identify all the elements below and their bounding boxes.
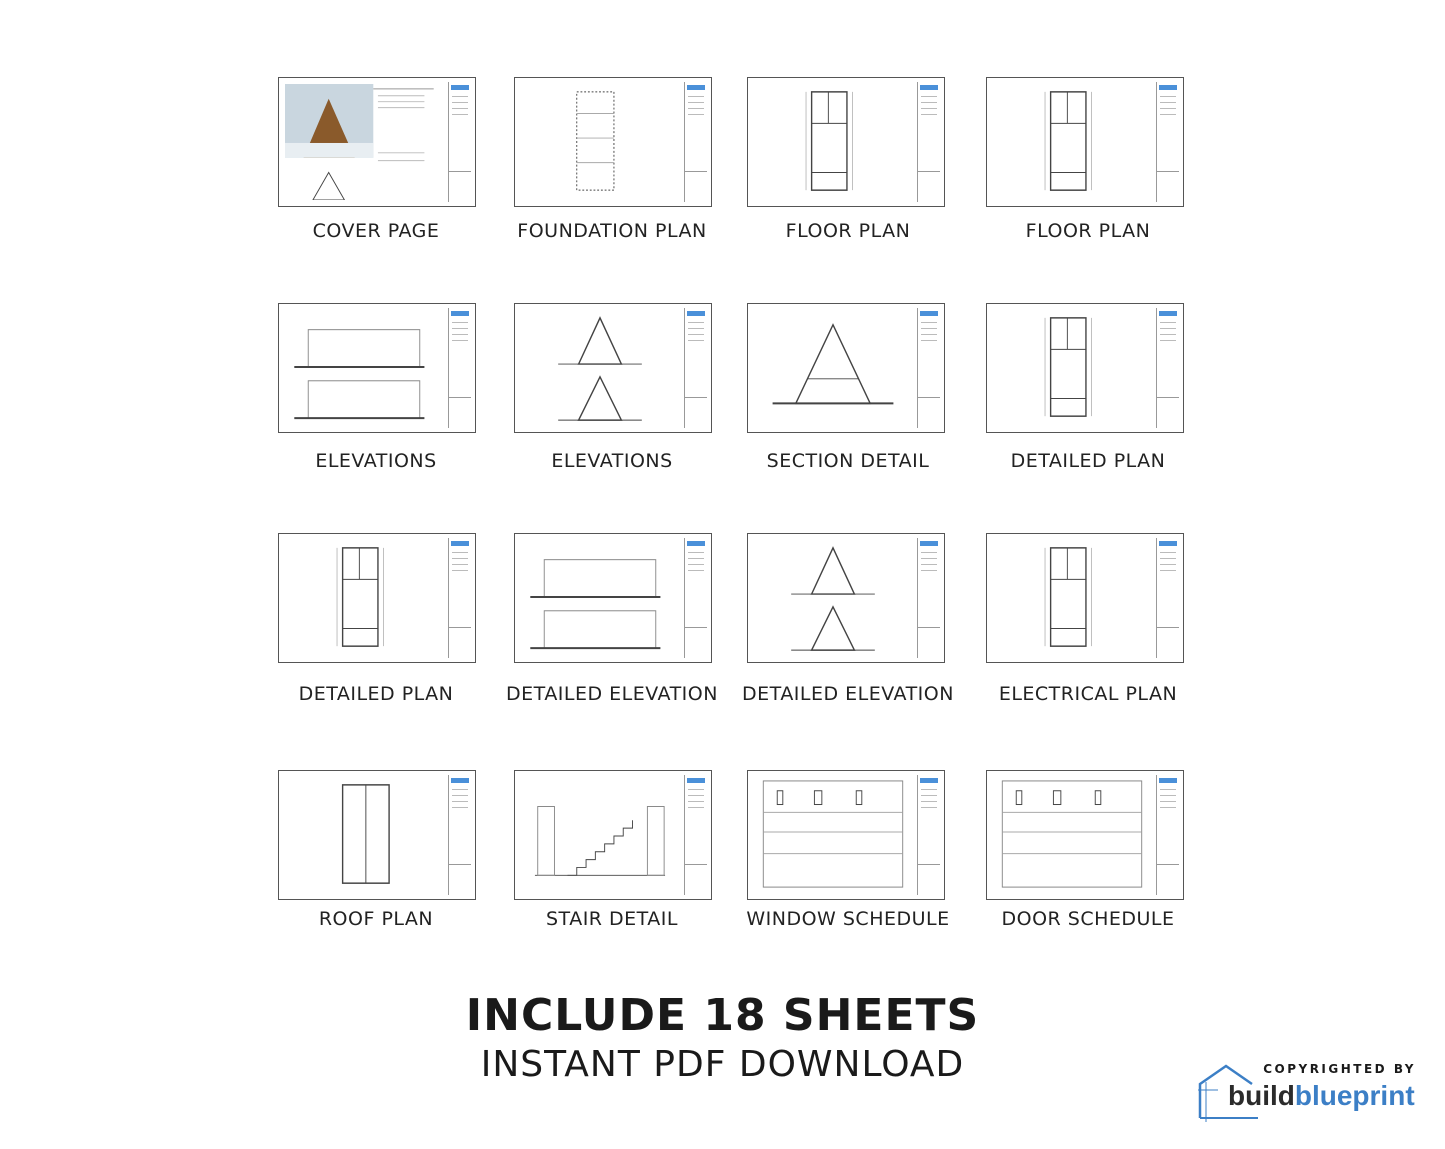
title-block-logo — [1159, 311, 1177, 316]
drawing-preview — [285, 84, 443, 200]
title-block-logo — [451, 778, 469, 783]
sheet-thumbnail — [514, 533, 712, 663]
drawing-preview — [754, 310, 912, 426]
sheet-thumbnail — [747, 770, 945, 900]
title-block — [684, 82, 707, 202]
sheet-label: FLOOR PLAN — [1025, 220, 1151, 242]
sheet-label: ROOF PLAN — [318, 908, 434, 930]
title-block-logo — [920, 311, 938, 316]
sheet-thumbnail — [278, 303, 476, 433]
sheet-label: DETAILED PLAN — [1010, 450, 1166, 472]
sheet-label: FLOOR PLAN — [785, 220, 911, 242]
sheet-thumbnail — [278, 770, 476, 900]
sheet-label: SECTION DETAIL — [766, 450, 930, 472]
title-block — [917, 308, 940, 428]
sheet-thumbnail — [514, 77, 712, 207]
title-block-logo — [687, 311, 705, 316]
sheet-label: COVER PAGE — [312, 220, 440, 242]
sheet-thumbnail — [514, 303, 712, 433]
sheet-thumbnail — [986, 77, 1184, 207]
sheet-thumbnail — [986, 533, 1184, 663]
drawing-preview — [993, 310, 1151, 426]
sheet-label: DOOR SCHEDULE — [1001, 908, 1175, 930]
title-block-logo — [920, 85, 938, 90]
drawing-preview — [521, 310, 679, 426]
sheet-label: ELECTRICAL PLAN — [998, 683, 1178, 705]
title-block-logo — [1159, 85, 1177, 90]
title-block — [1156, 82, 1179, 202]
drawing-preview — [754, 777, 912, 893]
sheet-label: WINDOW SCHEDULE — [746, 908, 950, 930]
brand-name-build: build — [1228, 1080, 1295, 1111]
title-block-logo — [687, 541, 705, 546]
drawing-preview — [285, 310, 443, 426]
headline: INCLUDE 18 SHEETS — [465, 990, 980, 1041]
sheet-label: DETAILED ELEVATION — [506, 683, 718, 705]
sheet-label: FOUNDATION PLAN — [517, 220, 707, 242]
sheet-thumbnail — [986, 770, 1184, 900]
copyright-text: COPYRIGHTED BY — [1263, 1062, 1416, 1076]
drawing-preview — [754, 540, 912, 656]
title-block — [448, 538, 471, 658]
sheet-label: ELEVATIONS — [315, 450, 437, 472]
title-block-logo — [687, 778, 705, 783]
sheet-label: DETAILED ELEVATION — [742, 683, 954, 705]
sheet-label: ELEVATIONS — [551, 450, 673, 472]
title-block-logo — [1159, 778, 1177, 783]
title-block-logo — [920, 541, 938, 546]
title-block — [917, 538, 940, 658]
title-block-logo — [451, 311, 469, 316]
sheet-label: STAIR DETAIL — [546, 908, 678, 930]
sheet-thumbnail — [986, 303, 1184, 433]
title-block — [684, 775, 707, 895]
title-block — [917, 82, 940, 202]
drawing-preview — [993, 84, 1151, 200]
sheet-thumbnail — [747, 303, 945, 433]
brand-name-blueprint: blueprint — [1294, 1080, 1415, 1111]
title-block-logo — [687, 85, 705, 90]
title-block — [917, 775, 940, 895]
title-block — [684, 308, 707, 428]
sheet-thumbnail — [747, 77, 945, 207]
drawing-preview — [993, 777, 1151, 893]
sheet-thumbnail — [278, 533, 476, 663]
title-block — [1156, 308, 1179, 428]
drawing-preview — [285, 777, 443, 893]
title-block-logo — [451, 85, 469, 90]
title-block — [448, 775, 471, 895]
drawing-preview — [521, 777, 679, 893]
drawing-preview — [993, 540, 1151, 656]
title-block-logo — [1159, 541, 1177, 546]
sheet-thumbnail — [747, 533, 945, 663]
drawing-preview — [521, 84, 679, 200]
title-block — [448, 308, 471, 428]
title-block-logo — [451, 541, 469, 546]
sheet-thumbnail — [278, 77, 476, 207]
brand-logo — [1198, 1062, 1428, 1122]
brand-name — [1228, 1080, 1415, 1112]
drawing-preview — [285, 540, 443, 656]
title-block — [1156, 538, 1179, 658]
drawing-preview — [754, 84, 912, 200]
drawing-preview — [521, 540, 679, 656]
title-block — [448, 82, 471, 202]
sheet-label: DETAILED PLAN — [298, 683, 454, 705]
title-block-logo — [920, 778, 938, 783]
subline: INSTANT PDF DOWNLOAD — [480, 1044, 965, 1085]
title-block — [1156, 775, 1179, 895]
title-block — [684, 538, 707, 658]
sheet-thumbnail — [514, 770, 712, 900]
